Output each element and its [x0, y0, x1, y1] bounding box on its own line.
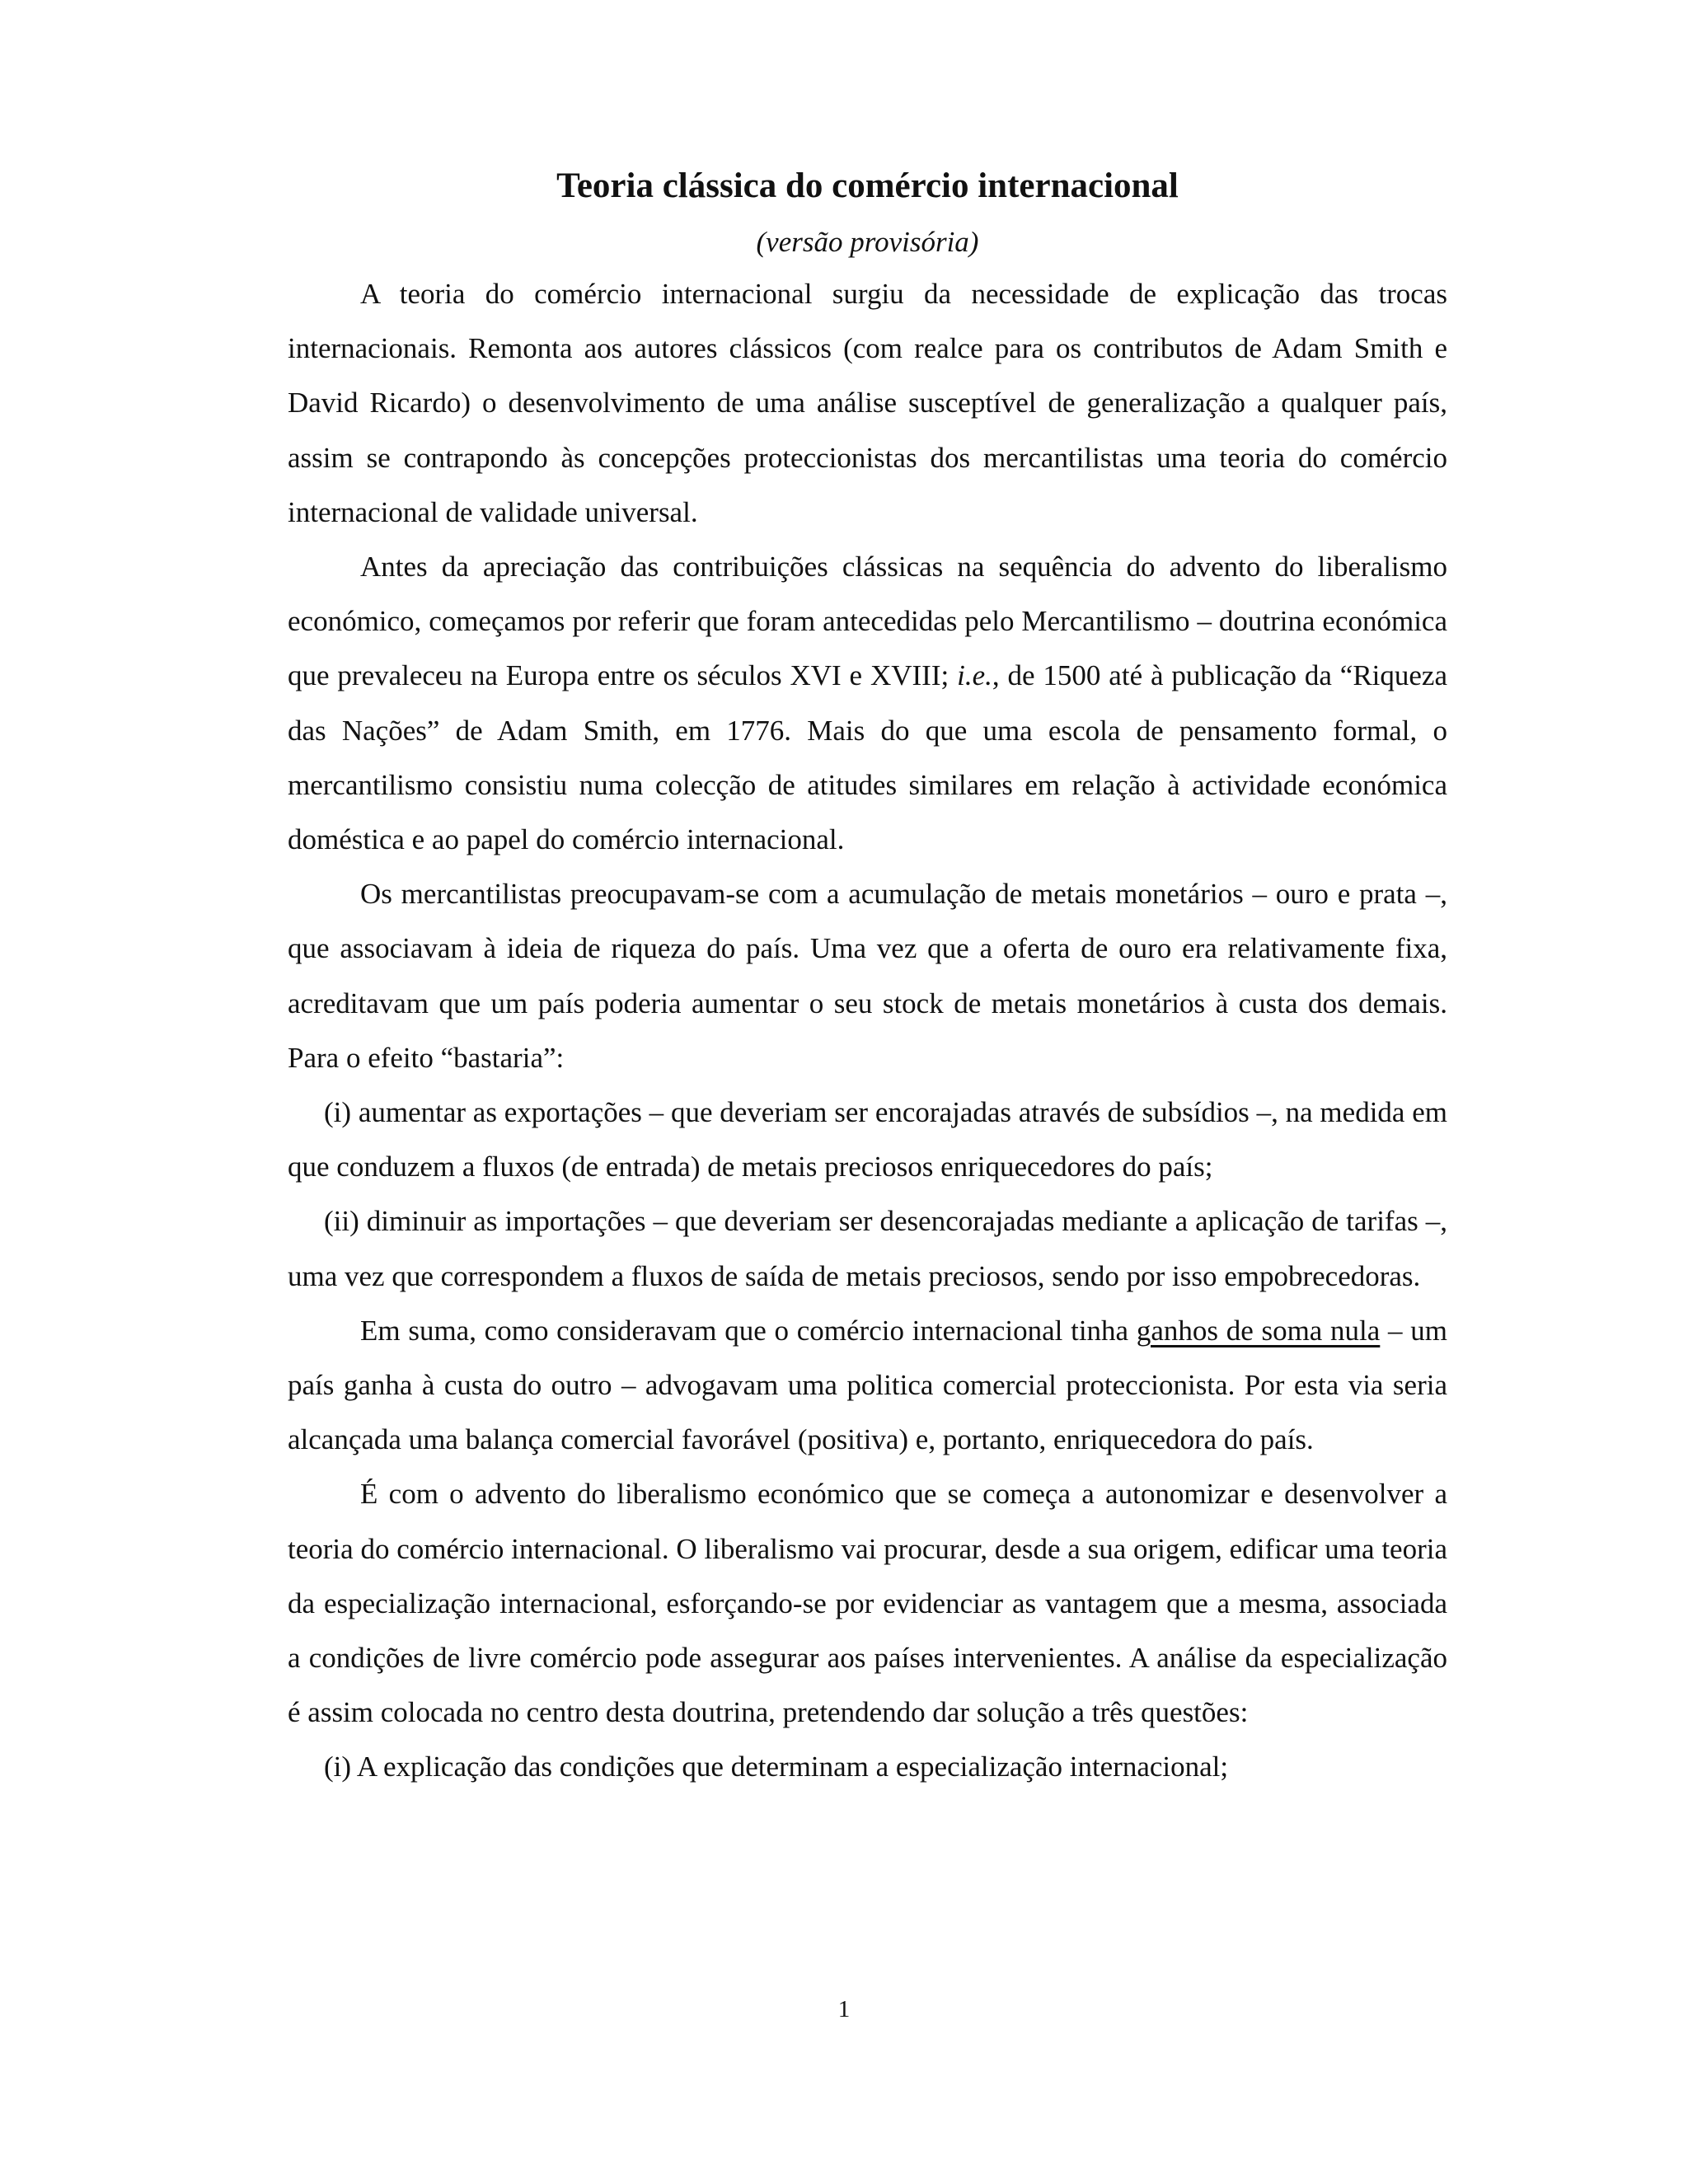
list-item-specialization-conditions: (i) A explicação das condições que determinam a especialização internacional;: [324, 1750, 1229, 1783]
paragraph-summary: [288, 1304, 1447, 1468]
ie-abbreviation: i.e.: [957, 659, 992, 692]
list-item-imports: (ii) diminuir as importações – que deveriam ser desencorajadas mediante a aplicação de tarifas –, uma vez que correspondem a fluxos de saída de metais preciosos, sendo por isso empobrecedoras.: [288, 1205, 1447, 1292]
paragraph-intro: A teoria do comércio internacional surgiu da necessidade de explicação das trocas internacionais. Remonta aos autores clássicos (com realce para os contributos de Adam Smith e David Ricardo) o desenvolvimento de uma análise susceptível de generalização a qualquer país, assim se contrapondo às concepções proteccionistas dos mercantilistas uma teoria do comércio internacional de validade universal.: [288, 278, 1447, 528]
list-item-exports: (i) aumentar as exportações – que deveriam ser encorajadas através de subsídios –, na medida em que conduzem a fluxos (de entrada) de metais preciosos enriquecedores do país;: [288, 1096, 1447, 1183]
paragraph-liberalism: É com o advento do liberalismo económico que se começa a autonomizar e desenvolver a teoria do comércio internacional. O liberalismo vai procurar, desde a sua origem, edificar uma teoria da especialização internacional, esforçando-se por evidenciar as vantagem que a mesma, associada a condições de livre comércio pode assegurar aos países intervenientes. A análise da especialização é assim colocada no centro desta doutrina, pretendendo dar solução a três questões:: [288, 1478, 1447, 1729]
paragraph-summary-text-start: Em suma, como consideravam que o comércio internacional tinha: [360, 1314, 1137, 1347]
zero-sum-gains-underlined: ganhos de soma nula: [1136, 1314, 1381, 1347]
document-content: [288, 162, 1447, 1795]
page-number: 1: [837, 1996, 851, 2022]
paragraph-mercantilism: [288, 540, 1447, 867]
document-subtitle: (versão provisória): [756, 226, 979, 258]
paragraph-mercantilism-text-start: Antes da apreciação das contribuições clássicas na sequência do advento do liberalismo económico, começamos por referir que foram antecedidas pelo Mercantilismo – doutrina económica que prevaleceu na Europa entre os séculos XVI e XVIII;: [288, 551, 1447, 692]
paragraph-summary-text-end: – um país ganha à custa do outro – advogavam uma politica comercial proteccionista. Por esta via seria alcançada uma balança comercial favorável (positiva) e, portanto, enriquecedora do país.: [288, 1314, 1448, 1456]
paragraph-mercantilism-text-end: , de 1500 até à publicação da “Riqueza das Nações” de Adam Smith, em 1776. Mais do que uma escola de pensamento formal, o mercantilismo consistiu numa colecção de atitudes similares em relação à actividade económica doméstica e ao papel do comércio internacional.: [288, 659, 1447, 856]
paragraph-mercantilist-views: Os mercantilistas preocupavam-se com a acumulação de metais monetários – ouro e prata –, que associavam à ideia de riqueza do país. Uma vez que a oferta de ouro era relativamente fixa, acreditavam que um país poderia aumentar o seu stock de metais monetários à custa dos demais. Para o efeito “bastaria”:: [288, 878, 1447, 1074]
document-title: Teoria clássica do comércio internacional: [556, 166, 1179, 205]
